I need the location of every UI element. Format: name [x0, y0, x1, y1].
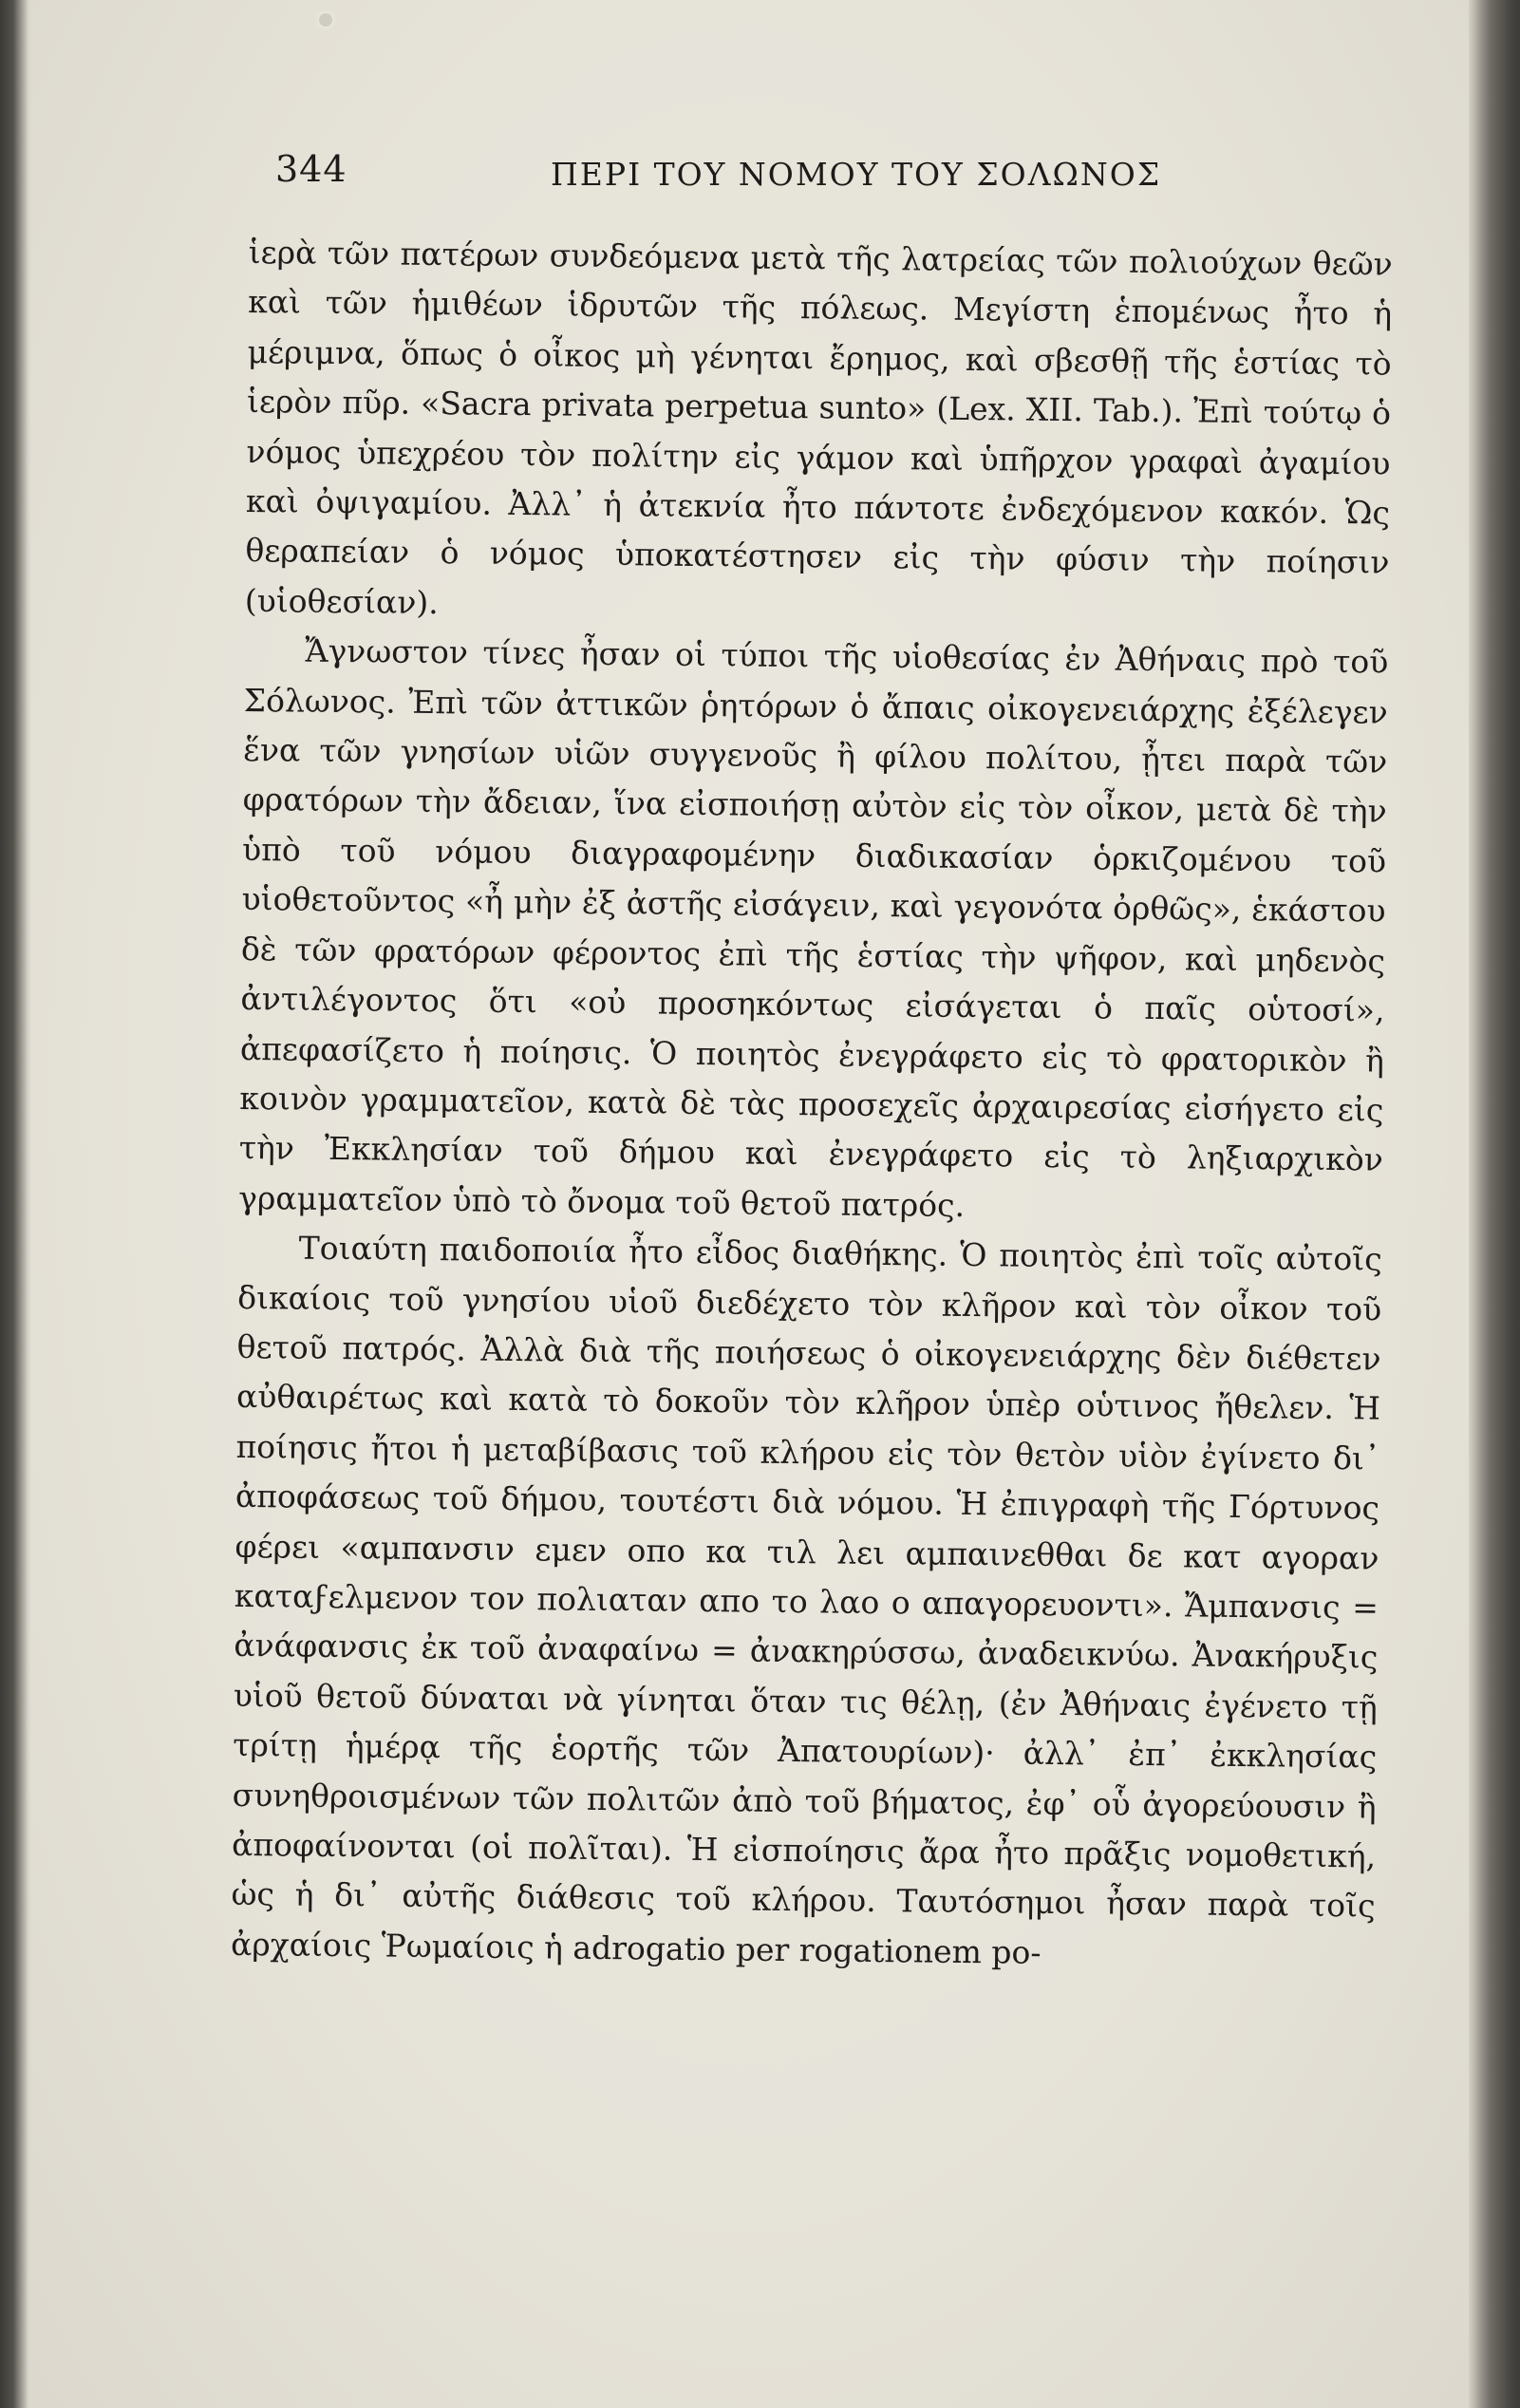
paragraph-1: ἱερὰ τῶν πατέρων συνδεόμενα μετὰ τῆς λατρείας τῶν πολιούχων θεῶν καὶ τῶν ἡμιθέων ἱδρυτῶν τῆς πόλεως. Μεγίστη ἑπομένως ἦτο ἡ μέριμνα, ὅπως ὁ οἶκος μὴ γένηται ἔρημος, καὶ σβεσθῇ τῆς ἑστίας τὸ ἱερὸν πῦρ. «Sacra privata perpetua sunto» (Lex. XII. Tab.). Ἐπὶ τούτῳ ὁ νόμος ὑπεχρέου τὸν πολίτην εἰς γάμον καὶ ὑπῆρχον γραφαὶ ἀγαμίου καὶ ὀψιγαμίου. Ἀλλ᾽ ἡ ἀτεκνία ἦτο πάντοτε ἐνδεχόμενον κακόν. Ὡς θεραπείαν ὁ νόμος ὑποκατέστησεν εἰς τὴν φύσιν τὴν ποίησιν (υἱοθεσίαν). [244, 233, 1393, 621]
body-text [231, 228, 1393, 1982]
page-number: 344 [275, 148, 347, 190]
paragraph-2: Ἄγνωστον τίνες ἦσαν οἱ τύποι τῆς υἱοθεσίας ἐν Ἀθήναις πρὸ τοῦ Σόλωνος. Ἐπὶ τῶν ἀττικῶν ῥητόρων ὁ ἄπαις οἰκογενειάρχης ἐξέλεγεν ἕνα τῶν γνησίων υἱῶν συγγενοῦς ἢ φίλου πολίτου, ᾖτει παρὰ τῶν φρατόρων τὴν ἄδειαν, ἵνα εἰσποιήσῃ αὐτὸν εἰς τὸν οἶκον, μετὰ δὲ τὴν ὑπὸ τοῦ νόμου διαγραφομένην διαδικασίαν ὁρκιζομένου τοῦ υἱοθετοῦντος «ἦ μὴν ἐξ ἀστῆς εἰσάγειν, καὶ γεγονότα ὀρθῶς», ἑκάστου δὲ τῶν φρατόρων φέροντος ἐπὶ τῆς ἑστίας τὴν ψῆφον, καὶ μηδενὸς ἀντιλέγοντος ὅτι «οὐ προσηκόντως εἰσάγεται ὁ παῖς οὑτοσί», ἀπεφασίζετο ἡ ποίησις. Ὁ ποιητὸς ἐνεγράφετο εἰς τὸ φρατορικὸν ἢ κοινὸν γραμματεῖον, κατὰ δὲ τὰς προσεχεῖς ἀρχαιρεσίας εἰσήγετο εἰς τὴν Ἐκκλησίαν τοῦ δήμου καὶ ἐνεγράφετο εἰς τὸ ληξιαρχικὸν γραμματεῖον ὑπὸ τὸ ὄνομα τοῦ θετοῦ πατρός. [238, 631, 1389, 1224]
paragraph-3: Τοιαύτη παιδοποιία ἦτο εἶδος διαθήκης. Ὁ ποιητὸς ἐπὶ τοῖς αὐτοῖς δικαίοις τοῦ γνησίου υἱοῦ διεδέχετο τὸν κλῆρον καὶ τὸν οἶκον τοῦ θετοῦ πατρός. Ἀλλὰ διὰ τῆς ποιήσεως ὁ οἰκογενειάρχης δὲν διέθετεν αὐθαιρέτως καὶ κατὰ τὸ δοκοῦν τὸν κλῆρον ὑπὲρ οὑτινος ἤθελεν. Ἡ ποίησις ἤτοι ἡ μεταβίβασις τοῦ κλήρου εἰς τὸν θετὸν υἱὸν ἐγίνετο δι᾽ ἀποφάσεως τοῦ δήμου, τουτέστι διὰ νόμου. Ἡ ἐπιγραφὴ τῆς Γόρτυνος φέρει «αμπανσιν εμεν οπο κα τιλ λει αμπαινεθθαι δε κατ αγοραν καταϝελμενον τον πολιαταν απο το λαο ο απαγορευοντι». Ἄμπανσις = ἀνάφανσις ἐκ τοῦ ἀναφαίνω = ἀνακηρύσσω, ἀναδεικνύω. Ἀνακήρυξις υἱοῦ θετοῦ δύναται νὰ γίνηται ὅταν τις θέλῃ, (ἐν Ἀθήναις ἐγένετο τῇ τρίτῃ ἡμέρᾳ τῆς ἑορτῆς τῶν Ἀπατουρίων)· ἀλλ᾽ ἐπ᾽ ἐκκλησίας συνηθροισμένων τῶν πολιτῶν ἀπὸ τοῦ βήματος, ἐφ᾽ οὗ ἀγορεύουσιν ἢ ἀποφαίνονται (οἱ πολῖται). Ἡ εἰσποίησις ἄρα ἦτο πρᾶξις νομοθετική, ὡς ἡ δι᾽ αὐτῆς διάθεσις τοῦ κλήρου. Ταυτόσημοι ἦσαν παρὰ τοῖς ἀρχαίοις Ῥωμαίοις ἡ adrogatio per rogationem po- [230, 1229, 1382, 1971]
running-title: ΠΕΡΙ ΤΟΥ ΝΟΜΟΥ ΤΟΥ ΣΟΛΩΝΟΣ [551, 156, 1162, 193]
page-edge-shadow [1469, 0, 1520, 2408]
page-header [0, 148, 1520, 205]
scan-speck [319, 13, 332, 27]
